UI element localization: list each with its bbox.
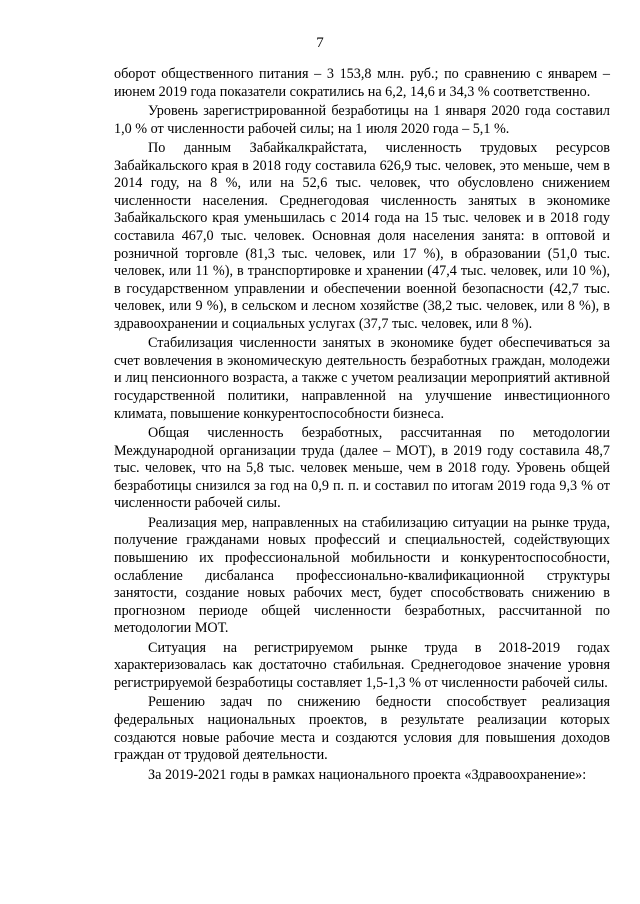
page-number: 7 [316, 35, 324, 51]
paragraph-poverty-reduction: Решению задач по снижению бедности способствует реализация федеральных национальных проектов, в результате реализации которых создаются новые рабочие места и создаются условия для повышения доходов граждан от трудовой деятельности. [114, 694, 610, 764]
paragraph-labor-market-measures: Реализация мер, направленных на стабилизацию ситуации на рынке труда, получение гражданами новых профессий и специальностей, содействующих повышению их профессиональной мобильности и конкурентоспособности, ослабление дисбаланса профессионально-квалификационной структуры занятости, создание новых рабочих мест, будет способствовать снижению в прогнозном периоде общей численности безработных, рассчитанной по методологии МОТ. [114, 514, 610, 637]
paragraph-registered-unemployment: Уровень зарегистрированной безработицы на 1 января 2020 года составил 1,0 % от численности рабочей силы; на 1 июля 2020 года – 5,1 %. [114, 102, 610, 137]
paragraph-employment-stabilization: Стабилизация численности занятых в экономике будет обеспечиваться за счет вовлечения в экономическую деятельность безработных граждан, молодежи и лиц пенсионного возраста, а также с учетом реализации мероприятий активной государственной политики, направленной на улучшение инвестиционного климата, повышение конкурентоспособности бизнеса. [114, 335, 610, 422]
paragraph-labor-resources: По данным Забайкалкрайстата, численность трудовых ресурсов Забайкальского края в 2018 году составила 626,9 тыс. человек, это меньше, чем в 2014 году, на 8 %, или на 52,6 тыс. человек, что обусловлено снижением численности населения. Среднегодовая численность занятых в экономике Забайкальского края уменьшилась с 2014 года на 15 тыс. человек и в 2018 году составила 467,0 тыс. человек. Основная доля населения занята: в оптовой и розничной торговле (81,3 тыс. человек, или 17 %), в образовании (51,0 тыс. человек, или 11 %), в транспортировке и хранении (47,4 тыс. человек, или 10 %), в государственном управлении и обеспечении военной безопасности (42,7 тыс. человек, или 9 %), в сельском и лесном хозяйстве (38,2 тыс. человек, или 8 %), в здравоохранении и социальных услугах (37,7 тыс. человек, или 8 %). [114, 139, 610, 332]
paragraph-total-unemployment: Общая численность безработных, рассчитанная по методологии Международной организации труда (далее – МОТ), в 2019 году составила 48,7 тыс. человек, что на 5,8 тыс. человек меньше, чем в 2018 году. Уровень общей безработицы снизился за год на 0,9 п. п. и составил по итогам 2019 года 9,3 % от численности рабочей силы. [114, 425, 610, 512]
body-text [114, 66, 610, 786]
paragraph-registered-market-situation: Ситуация на регистрируемом рынке труда в 2018-2019 годах характеризовалась как достаточно стабильная. Среднегодовое значение уровня регистрируемой безработицы составляет 1,5-1,3 % от численности рабочей силы. [114, 639, 610, 691]
paragraph-healthcare-project: За 2019-2021 годы в рамках национального проекта «Здравоохранение»: [148, 766, 587, 783]
paragraph-retail-turnover: оборот общественного питания – 3 153,8 млн. руб.; по сравнению с январем – июнем 2019 года показатели сократились на 6,2, 14,6 и 34,3 % соответственно. [114, 66, 610, 100]
